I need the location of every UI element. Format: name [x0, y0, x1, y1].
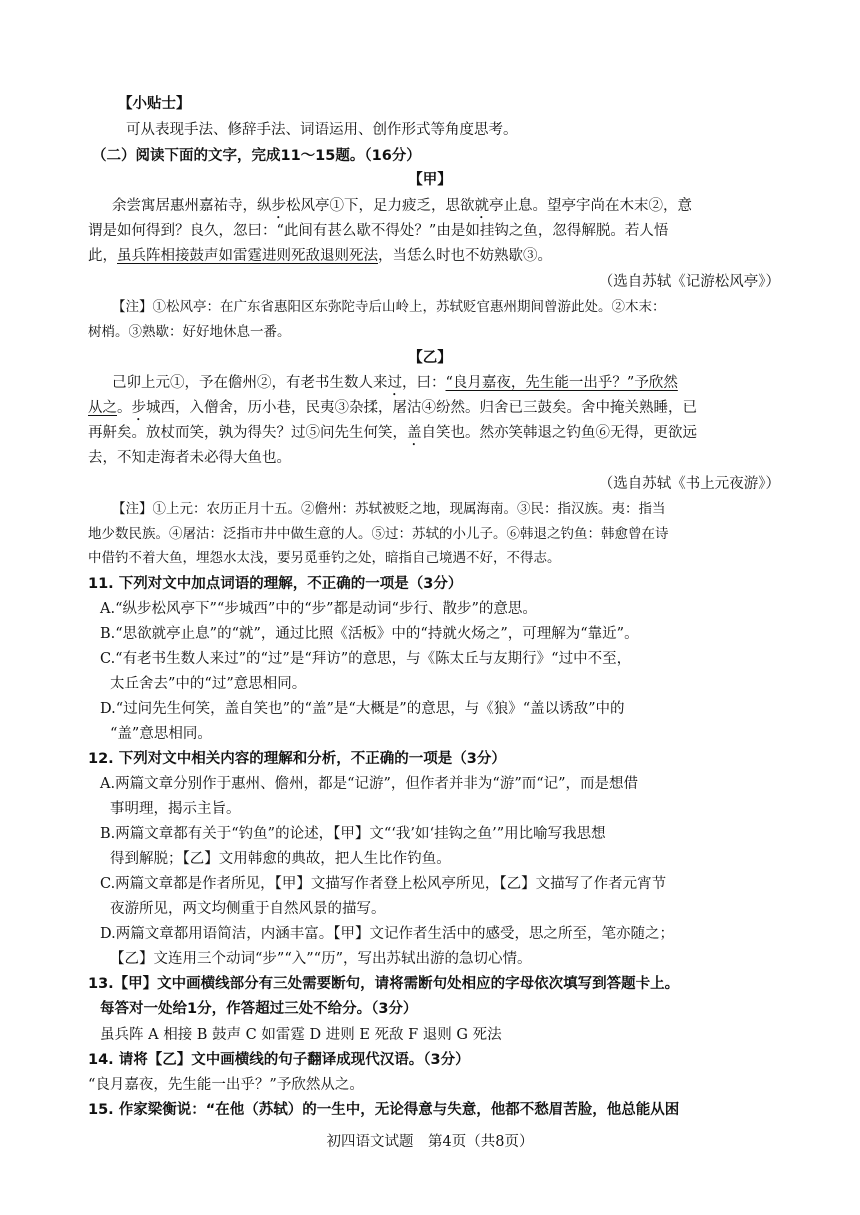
jia-source: （选自苏轼《记游松风亭》）	[598, 274, 780, 290]
q11-stem: 11. 下列对文中加点词语的理解，不正确的一项是（3分）	[88, 576, 463, 592]
jia-note-2: 树梢。③熟歇：好好地休息一番。	[88, 324, 291, 340]
yi-note-1: 【注】①上元：农历正月十五。②儋州：苏轼被贬之地，现属海南。③民：指汉族。夷：指当	[112, 501, 666, 517]
q12-option-d-1: D.两篇文章都用语简洁，内涵丰富。【甲】文记作者生活中的感受，思之所至，笔亦随之；	[100, 926, 674, 942]
q11-option-b: B.“思欲就亭止息”的“就”，通过比照《活板》中的“持就火炀之”，可理解为“靠近”。	[100, 626, 639, 642]
jia-line-1: 余尝寓居惠州嘉祐寺，纵步松风亭①下，足力疲乏，思欲就亭止息。望亭宇尚在木末②，意	[112, 198, 692, 214]
q14-text: “良月嘉夜，先生能一出乎？”予欣然从之。	[88, 1077, 364, 1093]
jia-note-1: 【注】①松风亭：在广东省惠阳区东弥陀寺后山岭上，苏轼贬官惠州期间曾游此处。②木末：	[112, 299, 666, 315]
yi-note-3: 中借钓不着大鱼，埋怨水太浅，要另觅垂钓之处，暗指自己境遇不好，不得志。	[88, 550, 561, 566]
q13-stem-2: 每答对一处给1分，作答超过三处不给分。（3分）	[100, 1001, 418, 1017]
jia-line-2: 谓是如何得到？良久，忽曰：“此间有甚么歇不得处？”由是如挂钩之鱼，忽得解脱。若人悟	[88, 223, 669, 239]
yi-line-3: 再鼾矣。放杖而笑，孰为得失？过⑤问先生何笑，盖自笑也。然亦笑韩退之钓鱼⑥无得，更欲远	[88, 425, 697, 441]
q11-option-c-1: C.“有老书生数人来过”的“过”是“拜访”的意思，与《陈太丘与友期行》“过中不至，	[100, 651, 632, 667]
q12-option-b-2: 得到解脱；【乙】文用韩愈的典故，把人生比作钓鱼。	[110, 851, 451, 867]
q12-option-a-1: A.两篇文章分别作于惠州、儋州，都是“记游”，但作者并非为“游”而“记”，而是想借	[100, 776, 639, 792]
q12-option-c-2: 夜游所见，两文均侧重于自然风景的描写。	[110, 901, 386, 917]
page-footer: 初四语文试题 第4页（共8页）	[326, 1134, 534, 1150]
q12-option-c-1: C.两篇文章都是作者所见，【甲】文描写作者登上松风亭所见，【乙】文描写了作者元宵节	[100, 876, 667, 892]
passage-jia-mark: 【甲】	[408, 172, 452, 188]
q11-option-c-2: 太丘舍去”中的“过”意思相同。	[110, 676, 307, 692]
q12-stem: 12. 下列对文中相关内容的理解和分析，不正确的一项是（3分）	[88, 751, 506, 767]
q13-stem-1: 13.【甲】文中画横线部分有三处需要断句，请将需断句处相应的字母依次填写到答题卡上。	[88, 976, 680, 992]
yi-note-2: 地少数民族。④屠沽：泛指市井中做生意的人。⑤过：苏轼的小儿子。⑥韩退之钓鱼：韩愈曾在诗	[88, 526, 669, 542]
q12-option-b-1: B.两篇文章都有关于“钓鱼”的论述，【甲】文“‘我’如‘挂钩之鱼’”用比喻写我思想	[100, 826, 606, 842]
q12-option-a-2: 事明理，揭示主旨。	[110, 801, 241, 817]
q13-sequence: 虽兵阵 A 相接 B 鼓声 C 如雷霆 D 进则 E 死敌 F 退则 G 死法	[100, 1027, 502, 1043]
q14-stem: 14. 请将【乙】文中画横线的句子翻译成现代汉语。（3分）	[88, 1052, 470, 1068]
yi-source: （选自苏轼《书上元夜游》）	[598, 476, 780, 492]
q15-stem: 15. 作家梁衡说：“在他（苏轼）的一生中，无论得意与失意，他都不愁眉苦脸，他总能从困	[88, 1102, 680, 1118]
q11-option-d-1: D.“过问先生何笑，盖自笑也”的“盖”是“大概是”的意思，与《狼》“盖以诱敌”中的	[100, 701, 625, 717]
jia-line-3: 此，虽兵阵相接鼓声如雷霆进则死敌退则死法，当恁么时也不妨熟歇③。	[88, 248, 552, 264]
section-title: （二）阅读下面的文字，完成11～15题。（16分）	[92, 148, 421, 164]
yi-line-2: 从之。步城西，入僧舍，历小巷，民夷③杂揉，屠沽④纷然。归舍已三鼓矣。舍中掩关熟睡，已	[88, 400, 697, 416]
yi-line-1: 己卯上元①，予在儋州②，有老书生数人来过，曰：“良月嘉夜，先生能一出乎？”予欣然	[112, 375, 678, 391]
q12-option-d-2: 【乙】文连用三个动词“步”“入”“历”，写出苏轼出游的急切心情。	[110, 951, 532, 967]
yi-line-4: 去，不知走海者未必得大鱼也。	[88, 450, 291, 466]
q11-option-d-2: “盖”意思相同。	[110, 726, 212, 742]
jia-underlined-sentence: 虽兵阵相接鼓声如雷霆进则死敌退则死法	[117, 248, 378, 264]
tip-title: 【小贴士】	[118, 96, 191, 112]
q11-option-a: A.“纵步松风亭下”“步城西”中的“步”都是动词“步行、散步”的意思。	[100, 601, 537, 617]
passage-yi-mark: 【乙】	[408, 350, 452, 366]
tip-text: 可从表现手法、修辞手法、词语运用、创作形式等角度思考。	[126, 122, 518, 138]
